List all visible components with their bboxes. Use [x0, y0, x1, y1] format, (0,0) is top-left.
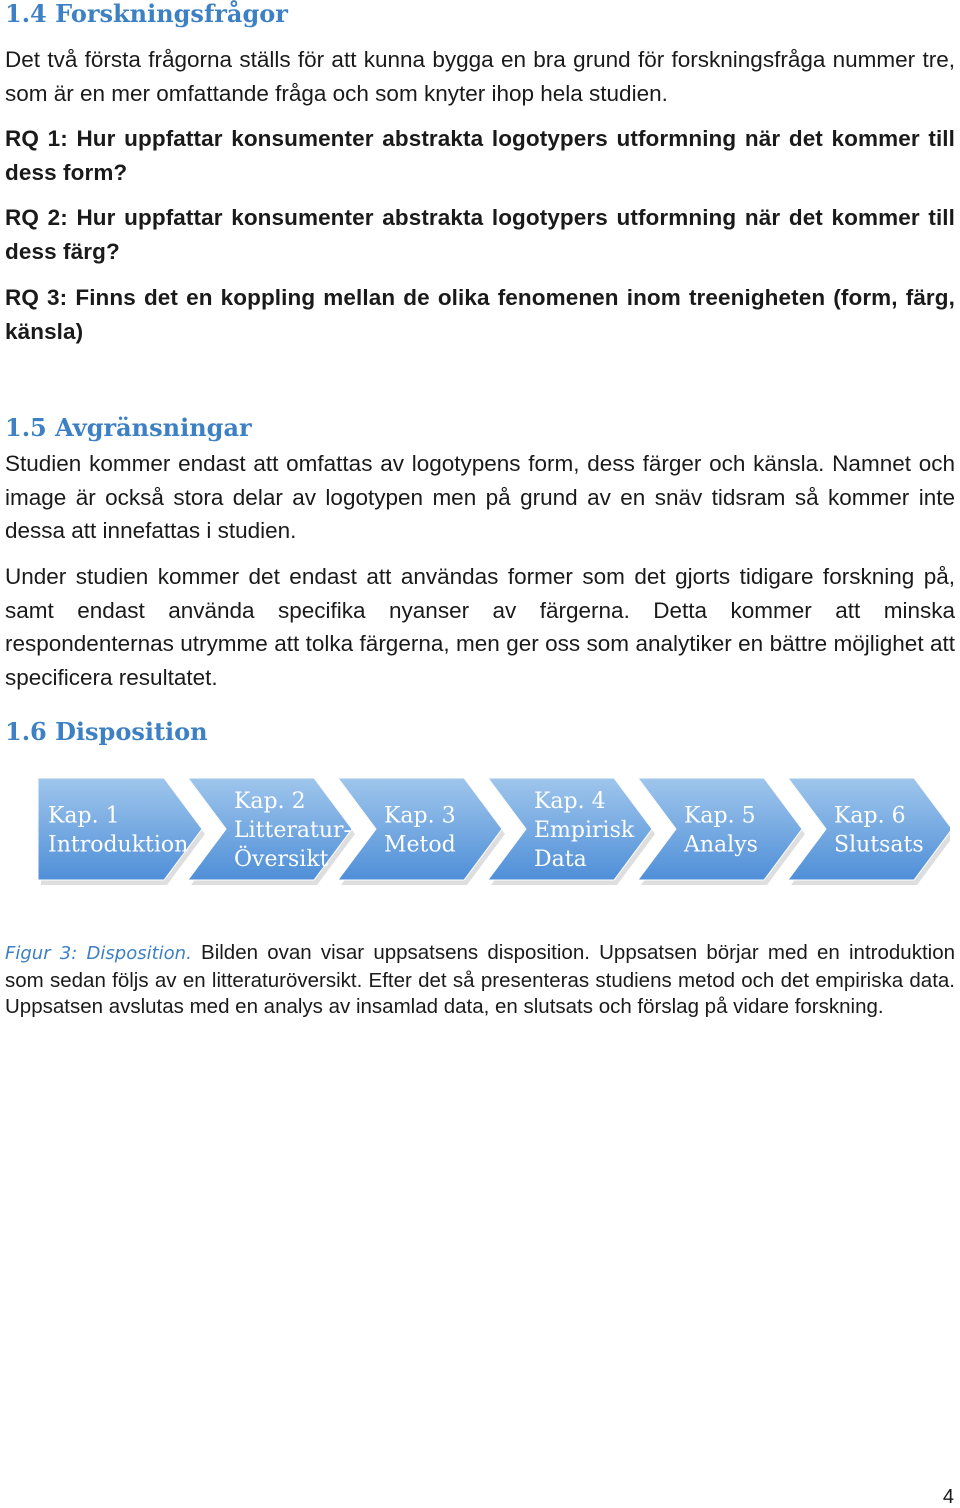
- chevron-3: [338, 778, 505, 885]
- chevron-label: Kap. 3: [384, 803, 456, 829]
- chevron-4: [488, 778, 655, 885]
- delimitations-paragraph-2: Under studien kommer det endast att användas former som det gjorts tidigare forskning på, samt endast använda specifika nyanser av färgerna. Detta kommer att minska respondenternas utrymme att tolka färgerna, men ger oss som analytiker en bättre möjlighet att specificera resultatet.: [5, 564, 955, 690]
- chevron-label: Slutsats: [834, 832, 924, 858]
- chevron-label: Empirisk: [534, 818, 635, 843]
- section-heading-forskningsfragor: 1.4 Forskningsfrågor: [5, 0, 288, 28]
- chevron-label: Introduktion: [48, 832, 189, 858]
- chevron-label: Kap. 2: [234, 789, 306, 814]
- section-heading-avgransningar: 1.5 Avgränsningar: [5, 413, 252, 442]
- chevron-shape: [788, 778, 950, 880]
- chevron-label: Kap. 4: [534, 789, 606, 814]
- chevron-label: Metod: [384, 832, 456, 858]
- intro-paragraph: Det två första frågorna ställs för att kunna bygga en bra grund för forskningsfråga nummer tre, som är en mer omfattande fråga och som knyter ihop hela studien.: [5, 47, 955, 106]
- section-heading-disposition: 1.6 Disposition: [5, 717, 208, 746]
- chevron-label: Analys: [684, 832, 758, 858]
- chevron-label: Översikt: [234, 847, 329, 872]
- research-question-3: RQ 3: Finns det en koppling mellan de olika fenomenen inom treenigheten (form, färg, känsla): [5, 285, 955, 344]
- chevron-label: Data: [534, 847, 587, 872]
- research-question-2: RQ 2: Hur uppfattar konsumenter abstrakta logotypers utformning när det kommer till dess färg?: [5, 205, 955, 264]
- chevron-label: Kap. 5: [684, 803, 756, 829]
- figure-caption-text: Bilden ovan visar uppsatsens disposition. Uppsatsen börjar med en introduktion som sedan följs av en litteraturöversikt. Efter det så presenteras studiens metod och det empiriska data. Uppsatsen avslutas med en analys av insamlad data, en slutsats och förslag på vidare forskning.: [5, 941, 955, 1018]
- chevron-label: Kap. 6: [834, 803, 906, 829]
- chevron-6: [788, 778, 950, 885]
- delimitations-paragraph-1: Studien kommer endast att omfattas av logotypens form, dess färger och känsla. Namnet och image är också stora delar av logotypen men på grund av en snäv tidsram så kommer inte dessa att innefattas i studien.: [5, 451, 955, 543]
- disposition-diagram: [30, 770, 950, 896]
- figure-caption: [5, 940, 955, 1021]
- figure-caption-label: Figur 3: Disposition.: [5, 943, 192, 964]
- page-number: 4: [942, 1486, 954, 1508]
- chevron-label: Litteratur-: [234, 818, 351, 843]
- research-question-1: RQ 1: Hur uppfattar konsumenter abstrakta logotypers utformning när det kommer till dess form?: [5, 126, 955, 185]
- chevron-1: [38, 778, 205, 885]
- chevron-label: Kap. 1: [48, 803, 120, 829]
- chevron-5: [638, 778, 805, 885]
- chevron-2: [188, 778, 355, 885]
